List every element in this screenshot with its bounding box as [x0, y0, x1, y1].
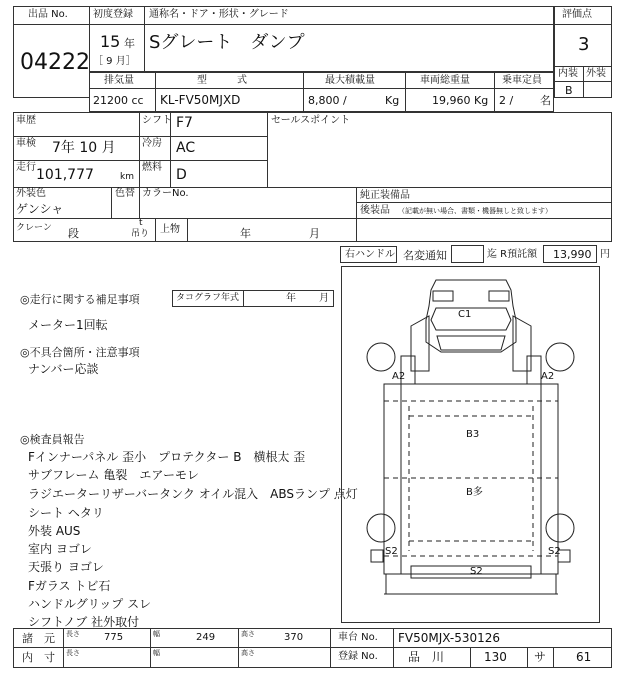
capacity-unit: 名: [540, 94, 551, 107]
report-line: ラジエーターリザーバータンク オイル混入 ABSランプ 点灯: [28, 487, 358, 501]
fuel-label: 燃料: [142, 162, 162, 173]
dimensions-label: 諸 元: [22, 632, 55, 645]
color-code-label: カラーNo.: [142, 188, 189, 199]
mark-s2-bottom: S2: [470, 566, 483, 577]
shift-value: F7: [176, 115, 193, 131]
year-unit: 年: [124, 37, 135, 50]
displacement: 21200 cc: [93, 94, 144, 107]
mark-s2-left: S2: [385, 546, 398, 557]
recycle-deposit-unit: 円: [600, 249, 610, 260]
height-value: 370: [284, 632, 304, 643]
report-line: シフトノブ 社外取付: [28, 615, 140, 629]
mark-c1: C1: [458, 309, 472, 320]
color-change-label: 色替: [115, 188, 135, 199]
report-line: 外装 AUS: [28, 524, 81, 538]
lot-number: 04222: [20, 50, 90, 75]
vehicle-name-label: 通称名・ドア・形状・グレード: [149, 9, 289, 20]
report-line: ハンドルグリップ スレ: [28, 597, 152, 611]
score-value: 3: [578, 34, 590, 55]
inspection-value: 7年 10 月: [52, 140, 116, 156]
recycle-deposit-label: 迄 R預託額: [487, 249, 538, 260]
fuel-value: D: [176, 167, 187, 183]
genuine-equipment-label: 純正装備品: [360, 190, 410, 201]
mark-a2-right: A2: [541, 371, 555, 382]
report-line: シート ヘタリ: [28, 506, 104, 520]
name-change-box: [451, 245, 484, 263]
registration-kana: サ: [534, 650, 547, 664]
mileage-label: 走行: [16, 162, 36, 173]
model-label: 型 式: [197, 75, 247, 86]
registration-number: 61: [576, 650, 592, 664]
ac-value: AC: [176, 140, 196, 156]
gross-weight-label: 車両総重量: [420, 75, 470, 86]
inner-height-label: 高さ: [241, 649, 255, 657]
mileage-value: 101,777: [36, 167, 94, 183]
model: KL-FV50MJXD: [160, 93, 241, 107]
inspector-title: ◎検査員報告: [20, 433, 85, 446]
height-label: 高さ: [241, 630, 255, 638]
crane-hang: 吊り: [131, 229, 150, 239]
length-value: 775: [104, 632, 124, 643]
footer-box: [13, 628, 612, 668]
deck-month: 月: [309, 227, 320, 240]
width-value: 249: [196, 632, 216, 643]
defects-item: ナンバー応談: [28, 362, 99, 376]
chassis-label: 車台 No.: [338, 632, 378, 643]
max-load: 8,800 /: [308, 94, 347, 107]
supplementary-item: メーター1回転: [28, 318, 108, 332]
sales-point-label: セールスポイント: [271, 115, 351, 126]
report-line: サブフレーム 亀裂 エアーモレ: [28, 468, 199, 482]
deck-year: 年: [240, 227, 251, 240]
max-load-unit: Kg: [385, 94, 400, 107]
interior-grade: B: [565, 84, 573, 97]
lot-label: 出品 No.: [28, 9, 68, 20]
mark-a2-left: A2: [392, 371, 406, 382]
inspection-label: 車検: [16, 138, 36, 149]
details-box: [13, 112, 612, 242]
shift-label: シフト: [142, 115, 172, 126]
mark-b-many: B多: [466, 487, 483, 498]
history-label: 車歴: [16, 115, 36, 126]
inner-width-label: 幅: [153, 649, 160, 657]
inspector-report: [28, 448, 358, 629]
rhd-flag: 右ハンドル: [345, 249, 395, 260]
inner-dimensions-label: 内 寸: [22, 651, 55, 664]
registration-class: 130: [484, 650, 507, 664]
tachograph-month: 月: [319, 293, 329, 304]
max-load-label: 最大積載量: [325, 75, 375, 86]
mark-s2-right: S2: [548, 546, 561, 557]
name-change-label: 名変通知: [403, 249, 447, 262]
vehicle-name: Sグレート ダンプ: [149, 32, 305, 53]
recycle-deposit-amount: 13,990: [553, 248, 592, 261]
interior-grade-label: 内装: [558, 68, 578, 79]
mileage-unit: km: [120, 172, 134, 182]
length-label: 長さ: [66, 630, 80, 638]
first-registration-month: ［ 9 月］: [93, 56, 136, 67]
crane-label: クレーン: [16, 223, 52, 233]
exterior-color: ゲンシャ: [16, 202, 64, 216]
tachograph-year: 年: [286, 293, 296, 304]
aftermarket-note: （記載が無い場合、書類・機器無しと致します）: [398, 207, 552, 215]
gross-weight: 19,960 Kg: [432, 94, 489, 107]
first-registration-year: 15: [100, 32, 121, 51]
report-line: Fガラス トビ石: [28, 579, 111, 593]
defects-title: ◎不具合箇所・注意事項: [20, 346, 140, 359]
registration-area: 品 川: [408, 650, 445, 664]
exterior-color-label: 外装色: [16, 188, 46, 199]
report-line: Fインナーパネル 歪小 プロテクター B 横根太 歪: [28, 450, 306, 464]
mark-b3: B3: [466, 429, 480, 440]
score-label: 評価点: [562, 9, 592, 20]
first-registration-label: 初度登録: [93, 9, 133, 20]
crane-ton: t: [139, 218, 143, 228]
displacement-label: 排気量: [104, 75, 134, 86]
capacity: 2 /: [499, 94, 514, 107]
registration-label: 登録 No.: [338, 651, 378, 662]
aftermarket-label: 後装品: [360, 205, 390, 216]
tachograph-label: タコグラフ年式: [176, 293, 240, 303]
capacity-label: 乗車定員: [502, 75, 542, 86]
chassis-number: FV50MJX-530126: [398, 631, 501, 645]
deck-label: 上物: [160, 224, 180, 235]
report-line: 天張り ヨゴレ: [28, 560, 104, 574]
report-line: 室内 ヨゴレ: [28, 542, 92, 556]
crane-stage: 段: [68, 227, 79, 240]
exterior-grade-label: 外装: [586, 68, 606, 79]
width-label: 幅: [153, 630, 160, 638]
ac-label: 冷房: [142, 138, 162, 149]
supplementary-title: ◎走行に関する補足事項: [20, 293, 140, 306]
inner-length-label: 長さ: [66, 649, 80, 657]
